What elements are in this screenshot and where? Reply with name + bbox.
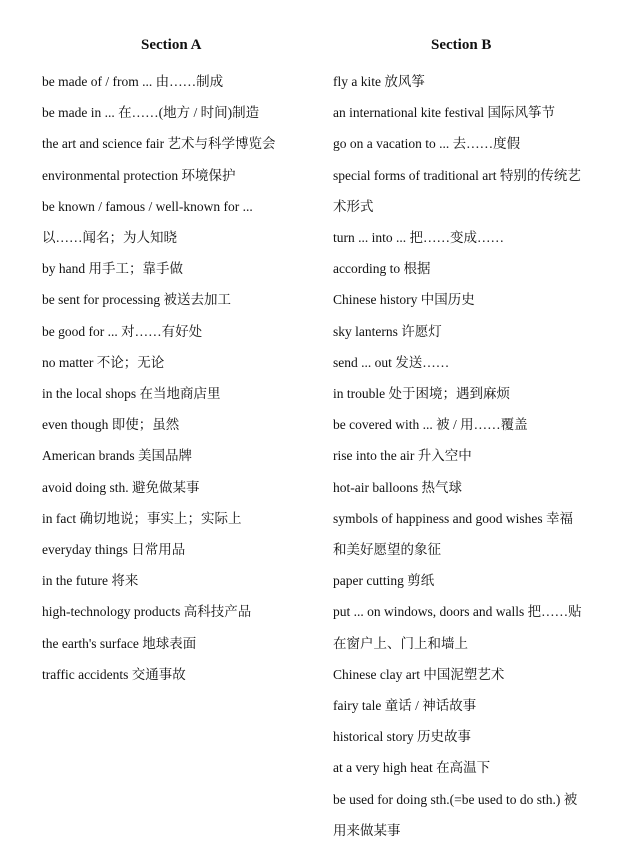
vocab-line: an international kite festival 国际风筝节 — [333, 105, 555, 121]
vocab-line: rise into the air 升入空中 — [333, 448, 472, 464]
vocab-line: be good for ... 对……有好处 — [42, 323, 203, 339]
vocab-line: everyday things 日常用品 — [42, 542, 186, 558]
vocab-line: be made of / from ... 由……制成 — [42, 74, 224, 89]
vocab-line: high-technology products 高科技产品 — [42, 604, 252, 620]
vocab-line: environmental protection 环境保护 — [42, 167, 236, 183]
vocab-line: 以……闻名；为人知晓 — [42, 230, 177, 246]
vocab-line: go on a vacation to ... 去……度假 — [333, 136, 521, 152]
vocab-line: 在窗户上、门上和墙上 — [333, 635, 468, 651]
vocab-line: fairy tale 童话 / 神话故事 — [333, 698, 477, 714]
vocab-line: 和美好愿望的象征 — [333, 542, 441, 558]
vocab-line: avoid doing sth. 避免做某事 — [42, 479, 200, 495]
vocab-line: even though 即使；虽然 — [42, 417, 180, 433]
vocab-line: symbols of happiness and good wishes 幸福 — [333, 510, 573, 526]
vocab-line: be sent for processing 被送去加工 — [42, 292, 231, 308]
vocab-line: special forms of traditional art 特别的传统艺 — [333, 167, 581, 183]
vocab-line: fly a kite 放风筝 — [333, 74, 425, 89]
vocab-line: be made in ... 在……(地方 / 时间)制造 — [42, 105, 260, 121]
vocab-line: 用来做某事 — [333, 822, 401, 838]
vocab-line: in fact 确切地说；事实上；实际上 — [42, 510, 242, 526]
vocab-line: by hand 用手工；靠手做 — [42, 261, 183, 277]
vocab-line: according to 根据 — [333, 261, 431, 277]
vocab-line: sky lanterns 许愿灯 — [333, 323, 442, 339]
section-a-title: Section A — [141, 37, 202, 53]
vocab-line: the art and science fair 艺术与科学博览会 — [42, 136, 276, 152]
vocab-line: in trouble 处于困境；遇到麻烦 — [333, 386, 510, 402]
section-b-list — [333, 66, 582, 846]
vocab-line: be known / famous / well-known for ... — [42, 198, 253, 214]
vocab-line: American brands 美国品牌 — [42, 448, 192, 464]
section-b-title: Section B — [431, 37, 492, 53]
section-a-list — [42, 66, 276, 690]
vocab-line: be used for doing sth.(=be used to do sth.) 被 — [333, 791, 578, 807]
vocab-line: hot-air balloons 热气球 — [333, 479, 462, 495]
vocab-line: turn ... into ... 把……变成…… — [333, 230, 504, 246]
vocab-line: traffic accidents 交通事故 — [42, 666, 186, 682]
vocab-line: Chinese history 中国历史 — [333, 292, 475, 308]
vocab-line: 术形式 — [333, 198, 374, 214]
vocab-line: send ... out 发送…… — [333, 354, 450, 370]
vocab-line: Chinese clay art 中国泥塑艺术 — [333, 666, 505, 682]
vocab-line: historical story 历史故事 — [333, 729, 471, 745]
vocab-line: in the future 将来 — [42, 573, 139, 589]
vocab-line: no matter 不论；无论 — [42, 354, 165, 370]
vocab-line: paper cutting 剪纸 — [333, 573, 435, 589]
vocab-line: in the local shops 在当地商店里 — [42, 386, 221, 402]
vocab-line: at a very high heat 在高温下 — [333, 760, 491, 776]
vocab-line: the earth's surface 地球表面 — [42, 635, 197, 651]
vocab-line: be covered with ... 被 / 用……覆盖 — [333, 417, 528, 433]
vocab-line: put ... on windows, doors and walls 把……贴 — [333, 604, 582, 620]
